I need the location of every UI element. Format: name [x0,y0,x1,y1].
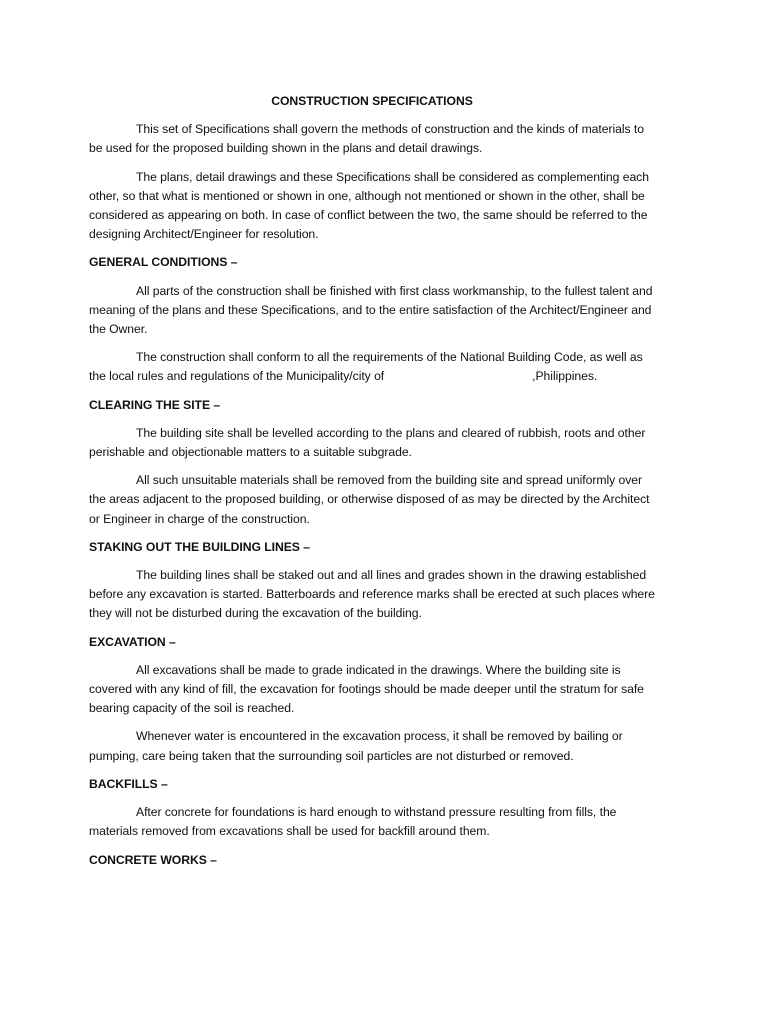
general-conditions-paragraph-1: All parts of the construction shall be finished with first class workmanship, to the fullest talent and meaning of the plans and these Specifications, and to the entire satisfaction of the Architect/Engineer and the Owner. [89,283,653,337]
excavation-paragraph-1: All excavations shall be made to grade indicated in the drawings. Where the building site is covered with any kind of fill, the excavation for footings should be made deeper until the stratum for safe bearing capacity of the soil is reached. [89,662,644,716]
section-heading-clearing-site: CLEARING THE SITE – [89,397,221,412]
clearing-site-paragraph-1: The building site shall be levelled according to the plans and cleared of rubbish, roots and other perishable and objectionable matters to a suitable subgrade. [89,425,646,460]
document-page [89,92,655,879]
section-heading-excavation: EXCAVATION – [89,634,176,649]
intro-paragraph-2: The plans, detail drawings and these Specifications shall be considered as complementing each other, so that what is mentioned or shown in one, although not mentioned or shown in the other, shall be considered as appearing on both. In case of conflict between the two, the same should be referred to the designing Architect/Engineer for resolution. [89,169,649,242]
section-heading-backfills: BACKFILLS – [89,776,168,791]
staking-out-paragraph-1: The building lines shall be staked out and all lines and grades shown in the drawing established before any excavation is started. Batterboards and reference marks shall be erected at such places where they will not be disturbed during the excavation of the building. [89,568,655,621]
section-heading-general-conditions: GENERAL CONDITIONS – [89,255,238,270]
code-paragraph-end: ,Philippines. [532,369,598,384]
excavation-paragraph-2: Whenever water is encountered in the excavation process, it shall be removed by bailing or pumping, care being taken that the surrounding soil particles are not disturbed or removed. [89,729,623,763]
backfills-paragraph-1: After concrete for foundations is hard enough to withstand pressure resulting from fills, the materials removed from excavations shall be used for backfill around them. [89,805,617,839]
section-heading-staking-out: STAKING OUT THE BUILDING LINES – [89,539,310,554]
section-heading-concrete-works: CONCRETE WORKS – [89,852,217,867]
code-paragraph-text: The construction shall conform to all the requirements of the National Building Code, as well as the local rules and regulations of the Municipality/city of [89,350,643,384]
intro-paragraph-1: This set of Specifications shall govern the methods of construction and the kinds of materials to be used for the proposed building shown in the plans and detail drawings. [89,122,644,156]
document-title: CONSTRUCTION SPECIFICATIONS [271,94,473,108]
clearing-site-paragraph-2: All such unsuitable materials shall be removed from the building site and spread uniformly over the areas adjacent to the proposed building, or otherwise disposed of as may be directed by the Architect or Engineer in charge of the construction. [89,473,650,526]
general-conditions-paragraph-2 [89,348,655,386]
